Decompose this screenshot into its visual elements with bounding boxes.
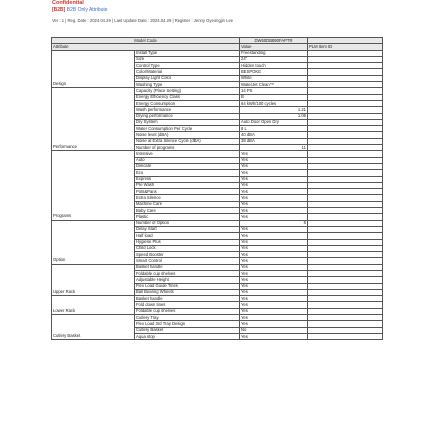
value-cell: Yes <box>240 189 308 195</box>
attribute-cell: Display Light Color <box>135 75 240 81</box>
value-cell: Yes <box>240 270 308 276</box>
attribute-cell: Auto <box>135 157 240 163</box>
value-cell: Auto Door Open Dry <box>240 119 308 125</box>
col-plm-header: PLM Item ID <box>308 44 383 50</box>
attribute-cell: Express <box>135 176 240 182</box>
value-cell: 24" <box>240 56 308 62</box>
attribute-cell: Install Type <box>135 50 240 56</box>
attribute-cell: Wash performance <box>135 107 240 113</box>
value-cell: Yes <box>240 214 308 220</box>
value-cell: BESPOKE <box>240 69 308 75</box>
attribute-cell: Dry System <box>135 119 240 125</box>
attribute-cell: Capacity (Place Setting) <box>135 88 240 94</box>
spec-table-body <box>52 38 383 340</box>
value-cell: Yes <box>240 151 308 157</box>
version-info: Ver : 1 | Reg. Date : 2024.04.29 | Last Update Date : 2024.04.29 | Register : Jenny Gyeongjin Lee <box>52 18 234 23</box>
attribute-cell: Washing Type <box>135 82 240 88</box>
value-cell: Yes <box>240 252 308 258</box>
attribute-cell: Water Consumption Per Cycle <box>135 126 240 132</box>
attribute-cell: Noise at Extra Silence Cycle (dBA) <box>135 138 240 144</box>
attribute-cell: Extra Silence <box>135 195 240 201</box>
attribute-cell: Eco <box>135 170 240 176</box>
attribute-cell: Hygiene Plus <box>135 239 240 245</box>
attribute-cell: Foldable cup shelves <box>135 308 240 314</box>
col-attribute-header: Attribute <box>52 44 240 50</box>
attribute-cell: Energy Efficiency Class <box>135 94 240 100</box>
value-cell: Yes <box>240 277 308 283</box>
value-cell: 14 PS <box>240 88 308 94</box>
value-cell: Freestanding <box>240 50 308 56</box>
value-cell: Yes <box>240 233 308 239</box>
attribute-cell: Half load <box>135 233 240 239</box>
value-cell: Yes <box>240 321 308 327</box>
attribute-cell: Adjustable Height <box>135 277 240 283</box>
value-cell: Yes <box>240 201 308 207</box>
value-cell: Yes <box>240 302 308 308</box>
attribute-cell: Size <box>135 56 240 62</box>
group-label: Cutlery Basket <box>52 315 135 340</box>
value-cell: Yes <box>240 245 308 251</box>
value-cell: 6 <box>240 220 308 226</box>
value-cell: 8 L <box>240 126 308 132</box>
group-label: Lower Rack <box>52 296 135 315</box>
value-cell: White <box>240 75 308 81</box>
attribute-cell: Number of programs <box>135 145 240 151</box>
model-code-value: DW60DB890FAPTR <box>240 38 308 44</box>
value-cell: Yes <box>240 176 308 182</box>
value-cell: Yes <box>240 289 308 295</box>
value-cell: 64 kWh/100 cycles <box>240 100 308 106</box>
attribute-cell: Ball Bearing Wheels <box>135 289 240 295</box>
attribute-cell: Cutlery Tray <box>135 315 240 321</box>
attribute-cell: Speed Booster <box>135 252 240 258</box>
attribute-cell: Control Type <box>135 63 240 69</box>
attribute-cell: Foldable cup shelves <box>135 270 240 276</box>
value-cell: Yes <box>240 315 308 321</box>
attribute-cell: Drying performance <box>135 113 240 119</box>
value-cell: Yes <box>240 264 308 270</box>
value-cell: Yes <box>240 258 308 264</box>
value-cell: Yes <box>240 182 308 188</box>
value-cell: Hidden touch <box>240 63 308 69</box>
model-code-label: Model Code <box>52 38 240 44</box>
attribute-cell: Color/Material <box>135 69 240 75</box>
attribute-cell: Plastic <box>135 214 240 220</box>
group-label: Performance <box>52 88 135 151</box>
value-cell: Yes <box>240 226 308 232</box>
value-cell: B <box>240 94 308 100</box>
plm-cell <box>308 333 383 339</box>
value-cell: Yes <box>240 308 308 314</box>
value-cell: Yes <box>240 283 308 289</box>
col-value-header: Value <box>240 44 308 50</box>
value-cell: Yes <box>240 195 308 201</box>
value-cell: Yes <box>240 157 308 163</box>
attribute-cell: Pre Wash <box>135 182 240 188</box>
attribute-cell: Energy Consumption <box>135 100 240 106</box>
spec-table <box>51 37 383 340</box>
group-label: Programs <box>52 151 135 220</box>
attribute-cell: Child Lock <box>135 245 240 251</box>
value-cell: Yes <box>240 333 308 339</box>
b2b-text: B2B Only Attribute <box>66 7 108 13</box>
value-cell: No <box>240 327 308 333</box>
attribute-cell: Noise level (dBA) <box>135 132 240 138</box>
b2b-legend <box>52 7 108 13</box>
attribute-cell: Intensive <box>135 151 240 157</box>
group-label: Design <box>52 50 135 88</box>
attribute-cell: Cutlery Basket <box>135 327 240 333</box>
value-cell: Yes <box>240 208 308 214</box>
value-cell: 38 dBA <box>240 138 308 144</box>
confidential-label: Confidential <box>52 0 84 6</box>
attribute-cell: Smart Control <box>135 258 240 264</box>
attribute-cell: Baby Care <box>135 208 240 214</box>
value-cell: Yes <box>240 239 308 245</box>
attribute-cell: Delay Start <box>135 226 240 232</box>
value-cell: Yes <box>240 170 308 176</box>
attribute-cell: Flex Load 3rd Tray Design <box>135 321 240 327</box>
attribute-cell: Basket handle <box>135 296 240 302</box>
attribute-cell: Basket handle <box>135 264 240 270</box>
value-cell: Yes <box>240 296 308 302</box>
value-cell: 40 dBA <box>240 132 308 138</box>
group-label: Option <box>52 220 135 264</box>
attribute-cell: Delicate <box>135 163 240 169</box>
attribute-cell: Machine Care <box>135 201 240 207</box>
attribute-cell: Aqua stop <box>135 333 240 339</box>
attribute-cell: Number of Option <box>135 220 240 226</box>
attribute-cell: Fold down tines <box>135 302 240 308</box>
attribute-cell: Pots&Pans <box>135 189 240 195</box>
value-cell: 11 <box>240 145 308 151</box>
value-cell: 1.21 <box>240 107 308 113</box>
b2b-tag: [B2B] <box>52 7 66 13</box>
value-cell: Yes <box>240 163 308 169</box>
value-cell: WaterJet Clean™ <box>240 82 308 88</box>
group-label: Upper Rack <box>52 264 135 295</box>
value-cell: 1.06 <box>240 113 308 119</box>
attribute-cell: Flex Load Guide Tines <box>135 283 240 289</box>
